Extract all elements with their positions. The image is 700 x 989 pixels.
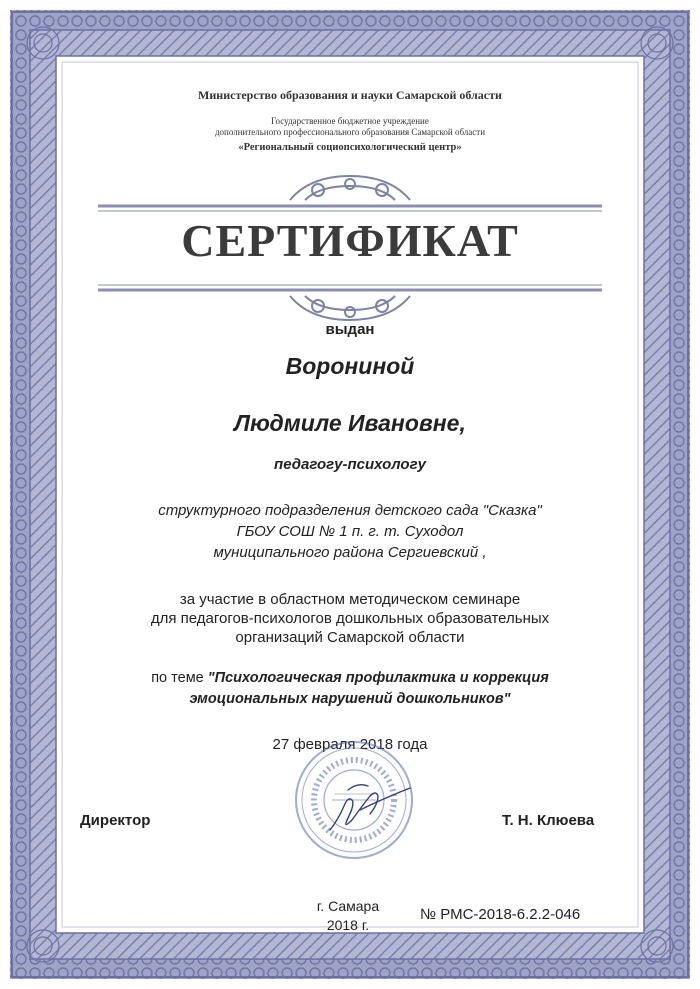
topic-line-2 — [0, 689, 700, 710]
issue-city: г. Самара — [316, 898, 380, 914]
director-signature — [320, 770, 420, 840]
purpose-line-1: за участие в областном методическом семинаре — [179, 591, 521, 608]
recipient-name: Людмиле Ивановне, — [234, 410, 466, 436]
topic-line-1 — [0, 668, 700, 689]
recipient-position: педагогу-психологу — [274, 456, 426, 473]
certificate-date: 27 февраля 2018 года — [272, 736, 428, 753]
institution-line-2: дополнительного профессионального образования Самарской области — [214, 127, 486, 137]
org-line-3: муниципального района Сергиевский , — [213, 544, 487, 561]
topic-title-1: "Психологическая профилактика и коррекция — [207, 670, 549, 686]
certificate-title: СЕРТИФИКАТ — [181, 215, 519, 266]
signatory-name: Т. Н. Клюева — [502, 812, 595, 829]
participation-text — [0, 590, 700, 647]
ministry-name: Министерство образования и науки Самарской области — [198, 88, 502, 102]
issue-year: 2018 г. — [326, 917, 370, 933]
registration-number: № РМС-2018-6.2.2-046 — [420, 906, 581, 923]
org-line-1: структурного подразделения детского сада "Сказка" — [158, 502, 542, 519]
issue-place — [308, 897, 388, 935]
institution-line-1: Государственное бюджетное учреждение — [271, 116, 429, 126]
institution-name: «Региональный социопсихологический центр» — [238, 142, 462, 153]
purpose-line-3: организаций Самарской области — [235, 629, 465, 646]
institution-type — [0, 116, 700, 138]
purpose-line-2: для педагогов-психологов дошкольных образовательных — [150, 610, 550, 627]
org-line-2: ГБОУ СОШ № 1 п. г. т. Суходол — [236, 523, 464, 540]
signatory-role: Директор — [80, 812, 151, 829]
seminar-topic — [0, 668, 700, 710]
topic-prefix: по теме — [151, 670, 204, 686]
recipient-organization — [0, 500, 700, 563]
issued-label: выдан — [325, 321, 375, 338]
recipient-surname: Ворониной — [285, 353, 415, 379]
topic-title-2: эмоциональных нарушений дошкольников" — [189, 691, 511, 707]
